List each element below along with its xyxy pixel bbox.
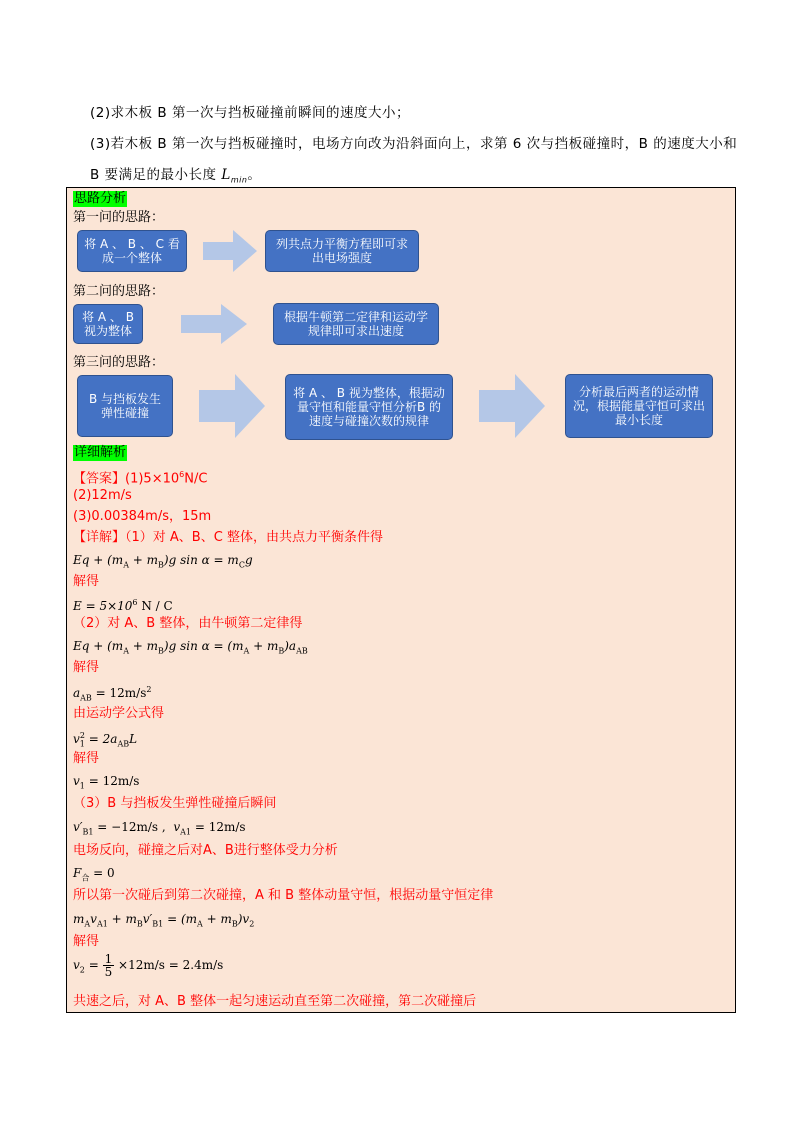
equation-4: $a_{AB} = 12m/s^2$ <box>73 685 152 703</box>
part3-box1: B 与挡板发生弹性碰撞 <box>77 375 173 437</box>
equation-7: $v'_{B1} = -12m/s$ , $v_{A1} = 12m/s$ <box>73 820 246 837</box>
answer-1: 【答案】$(1)5\times 10^6N/C$ <box>73 470 208 487</box>
part1-box1: 将 A 、 B 、 C 看成一个整体 <box>77 230 187 272</box>
question-3-line2: B 要满足的最小长度 $L_{min}$。 <box>90 167 262 185</box>
analysis-title: 思路分析 <box>74 191 127 206</box>
arrow-right-icon <box>181 304 247 344</box>
arrow-right-icon <box>199 374 265 438</box>
momentum-text: 所以第一次碰后到第二次碰撞，A 和 B 整体动量守恒，根据动量守恒定律 <box>73 888 494 903</box>
last-text: 共速之后，对 A、B 整体一起匀速运动直至第二次碰撞，第二次碰撞后 <box>73 994 477 1009</box>
part1-heading: 第一问的思路： <box>73 210 165 225</box>
equation-2: $E = 5\times 10^6$ N / C <box>73 598 173 613</box>
explain-2: （2）对 A、B 整体，由牛顿第二定律得 <box>73 616 303 631</box>
solve-4: 解得 <box>73 934 100 949</box>
field-text: 电场反向，碰撞之后对A、B进行整体受力分析 <box>73 843 338 858</box>
solve-1: 解得 <box>73 574 100 589</box>
part1-box2: 列共点力平衡方程即可求出电场强度 <box>265 230 419 272</box>
explain-3: （3）B 与挡板发生弹性碰撞后瞬间 <box>73 796 277 811</box>
arrow-right-icon <box>203 230 257 272</box>
part3-box3: 分析最后两者的运动情况，根据能量守恒可求出最小长度 <box>565 374 713 438</box>
solve-3: 解得 <box>73 751 100 766</box>
equation-5: $v_1^2 = 2a_{AB}L$ <box>73 731 138 749</box>
part3-box2: 将 A 、 B 视为整体，根据动量守恒和能量守恒分析B 的速度与碰撞次数的规律 <box>285 374 453 440</box>
detail-title: 详细解析 <box>74 445 127 460</box>
equation-1: $Eq + (m_A + m_B)g$ $\sin \alpha = m_Cg$ <box>73 553 253 570</box>
equation-10: $v_2$ = $\frac{1}{5}$ ×12m/s = 2.4m/s <box>73 952 224 979</box>
part2-box2: 根据牛顿第二定律和运动学规律即可求出速度 <box>273 303 439 345</box>
solve-2: 解得 <box>73 660 100 675</box>
explain-1: 【详解】（1）对 A、B、C 整体，由共点力平衡条件得 <box>73 530 383 545</box>
part3-heading: 第三问的思路： <box>73 355 165 370</box>
question-2: (2)求木板 B 第一次与挡板碰撞前瞬间的速度大小； <box>90 105 410 121</box>
part2-box1: 将 A 、 B 视为整体 <box>73 304 143 344</box>
answer-2: (2)12m/s <box>73 488 132 503</box>
equation-9: $m_Av_{A1} + m_Bv'_{B1} = (m_A + m_B)v_2$ <box>73 912 255 929</box>
part2-heading: 第二问的思路： <box>73 284 165 299</box>
question-3-line1: (3)若木板 B 第一次与挡板碰撞时，电场方向改为沿斜面向上，求第 6 次与挡板碰撞时，B 的速度大小和 <box>90 136 738 152</box>
equation-3: $Eq + (m_A + m_B)g$ $\sin \alpha = (m_A + m_B)a_{AB}$ <box>73 639 308 656</box>
arrow-right-icon <box>479 374 545 438</box>
equation-6: $v_1 = 12m/s$ <box>73 774 140 791</box>
solution-panel <box>66 187 736 1013</box>
equation-8: $F_合 = 0$ <box>73 866 115 883</box>
kinematics-text: 由运动学公式得 <box>73 706 165 721</box>
answer-3: (3)0.00384m/s，15m <box>73 509 212 524</box>
